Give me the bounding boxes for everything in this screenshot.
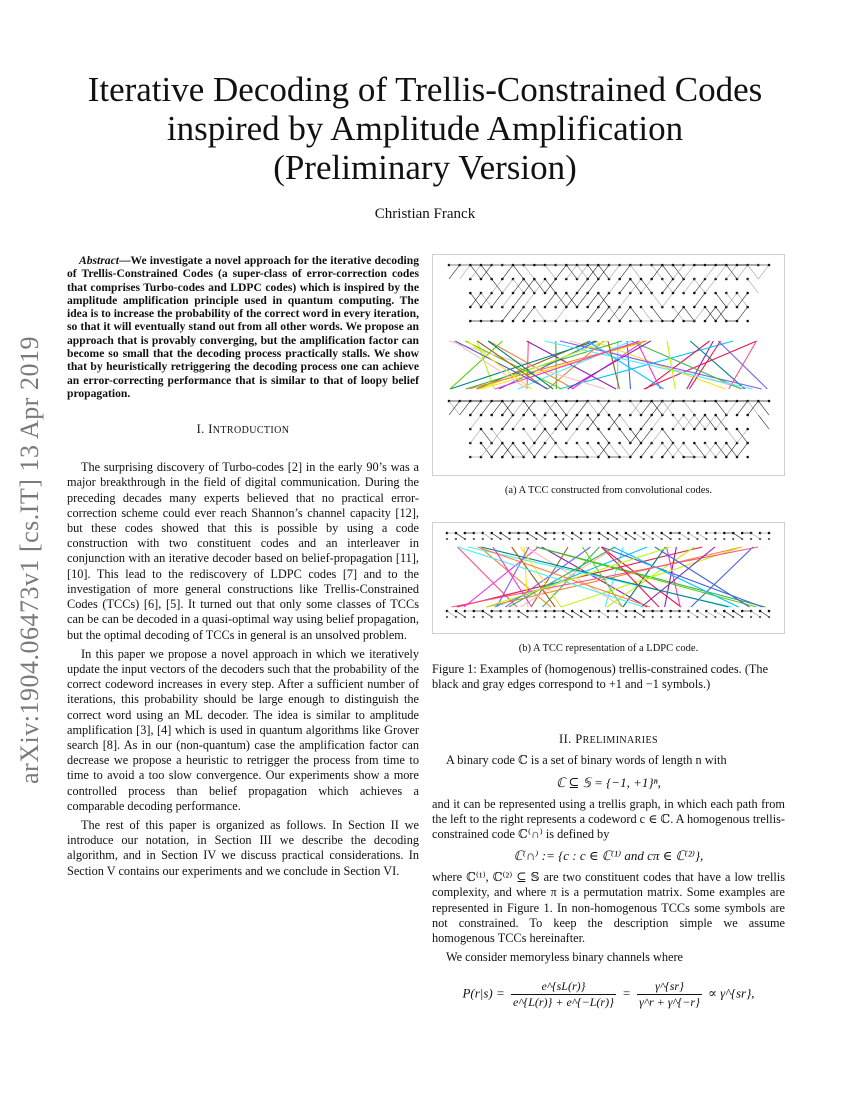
ldpc-bottom-node <box>553 616 555 618</box>
ldpc-top-node <box>741 538 743 540</box>
section-heading-preliminaries: II. PRELIMINARIES <box>559 732 658 747</box>
trellis-top-edge <box>502 279 513 293</box>
trellis-top-edge <box>748 279 759 293</box>
abstract: Abstract—We investigate a novel approach for the iterative decoding of Trellis-Constrained Codes (a super-class of error-correction codes that comprises Turbo-codes and LDPC codes) which is inspired by the amplitude amplification principle used in quantum computing. The idea is to increase the probability of the correct word in every iteration, so that it will eventually stand out from all other words. We propose an approach that is provably converging, but the amplification factor can become so small that the decoding process practically stalls. We show that by heuristically retriggering the decoding process one can achieve an error-correcting performance that is similar to that of loopy belief propagation. <box>67 254 419 400</box>
trellis-top-edge <box>524 307 535 321</box>
ldpc-bottom-node <box>750 616 752 618</box>
ldpc-top-edge <box>626 533 635 539</box>
prelim-paragraph-3: where ℂ⁽¹⁾, ℂ⁽²⁾ ⊆ 𝕊 are two constituent codes that have a low trellis complexity, and where π is a permutation matrix. Some examples are represented in Figure 1. In non-homogenous TCCs some symbols are not constrained. To keep the description simple we assume homogenous TCCs hereinafter. <box>432 870 785 946</box>
trellis-bottom-edge <box>470 415 481 429</box>
ldpc-top-node <box>473 538 475 540</box>
ldpc-top-edge <box>751 533 760 539</box>
trellis-bottom-node <box>768 400 771 403</box>
ldpc-top-node <box>607 538 609 540</box>
ldpc-bottom-node <box>464 616 466 618</box>
figure-1b-subcaption: (b) A TCC representation of a LDPC code. <box>518 643 699 654</box>
prelim-paragraph-4: We consider memoryless binary channels where <box>446 950 684 965</box>
ldpc-top-node <box>517 538 519 540</box>
abstract-label: Abstract <box>79 254 119 267</box>
ldpc-bottom-edge <box>733 611 742 617</box>
ldpc-bottom-node <box>768 610 771 613</box>
ldpc-top-edge <box>528 533 537 539</box>
ldpc-bottom-node <box>714 616 716 618</box>
trellis-bottom-edge <box>716 401 727 415</box>
ldpc-top-edge <box>536 533 545 539</box>
ldpc-bottom-node <box>580 616 582 618</box>
trellis-bottom-edge <box>492 443 503 457</box>
trellis-bottom-edge <box>566 401 577 415</box>
ldpc-top-node <box>670 538 672 540</box>
figure-1b-diagram <box>433 523 784 633</box>
trellis-bottom-edge <box>737 401 748 415</box>
ldpc-top-node <box>723 538 725 540</box>
ldpc-top-node <box>696 538 698 540</box>
ldpc-bottom-node <box>500 616 502 618</box>
ldpc-top-node <box>634 538 636 540</box>
ldpc-top-node <box>759 538 761 540</box>
ldpc-top-edge <box>563 533 572 539</box>
interleaver-a-edge <box>667 341 675 389</box>
ldpc-top-edge <box>572 533 581 539</box>
ldpc-bottom-node <box>571 616 573 618</box>
title-line-3: (Preliminary Version) <box>273 148 577 187</box>
trellis-bottom-edge <box>598 429 609 443</box>
trellis-top-node <box>746 320 749 323</box>
trellis-bottom-node <box>746 456 749 459</box>
prelim-paragraph-1: A binary code ℂ is a set of binary words of length n with <box>446 753 727 768</box>
trellis-bottom-edge <box>641 401 652 415</box>
ldpc-top-node <box>687 538 689 540</box>
trellis-top-edge <box>737 265 748 279</box>
ldpc-bottom-node <box>723 616 725 618</box>
trellis-top-node <box>746 306 749 309</box>
right-column <box>432 254 785 1010</box>
ldpc-top-edge <box>662 533 671 539</box>
ldpc-bottom-node <box>607 616 609 618</box>
trellis-bottom-edge <box>641 443 652 457</box>
trellis-bottom-edge <box>652 429 663 443</box>
trellis-top-edge <box>502 307 513 321</box>
ldpc-top-node <box>500 538 502 540</box>
trellis-bottom-edge <box>481 429 492 443</box>
author-name: Christian Franck <box>374 206 476 222</box>
ldpc-top-edge <box>653 533 662 539</box>
trellis-bottom-edge <box>641 415 652 429</box>
ldpc-top-node <box>571 538 573 540</box>
trellis-bottom-edge <box>630 443 641 457</box>
ldpc-bottom-edge <box>715 611 724 617</box>
trellis-bottom-edge <box>726 401 737 415</box>
trellis-bottom-edge <box>556 443 567 457</box>
trellis-top-edge <box>694 307 705 321</box>
trellis-top-edge <box>630 307 641 321</box>
trellis-top-edge <box>588 307 599 321</box>
trellis-top-edge <box>705 265 716 279</box>
trellis-bottom-edge <box>470 429 481 443</box>
interleaver-a-edge <box>587 341 663 389</box>
ldpc-top-node <box>580 538 582 540</box>
ldpc-top-edge <box>697 533 706 539</box>
ldpc-bottom-node <box>634 616 636 618</box>
trellis-bottom-edge <box>566 415 577 429</box>
trellis-top-edge <box>737 307 748 321</box>
trellis-top-edge <box>662 265 673 279</box>
ldpc-bottom-node <box>768 616 770 618</box>
ldpc-bottom-edge <box>751 611 760 617</box>
ldpc-top-edge <box>483 533 492 539</box>
ldpc-bottom-node <box>473 616 475 618</box>
trellis-top-edge <box>577 279 588 293</box>
trellis-bottom-node <box>746 442 749 445</box>
ldpc-bottom-node <box>741 616 743 618</box>
ldpc-top-node <box>714 538 716 540</box>
ldpc-bottom-node <box>687 616 689 618</box>
trellis-bottom-edge <box>652 443 663 457</box>
trellis-bottom-edge <box>566 429 577 443</box>
interleaver-a-edge <box>481 341 647 389</box>
trellis-bottom-edge <box>652 415 663 429</box>
trellis-top-node <box>768 264 771 267</box>
ldpc-bottom-edge <box>581 611 590 617</box>
ldpc-top-node <box>491 538 493 540</box>
trellis-top-edge <box>588 279 599 293</box>
ldpc-top-node <box>482 538 484 540</box>
ldpc-top-node <box>678 538 680 540</box>
trellis-top-node <box>746 292 749 295</box>
trellis-top-edge <box>620 307 631 321</box>
trellis-top-edge <box>684 265 695 279</box>
intro-paragraph-1: The surprising discovery of Turbo-codes [2] in the early 90’s was a major breakthrough in the field of digital communication. During the preceding decades many experts believed that no practical error-correction scheme could ever reach Shannon’s channel capacity [12], but these codes showed that this is possible by using a code construction with two constituent codes and an interleaver in conjunction with an iterative decoder based on belief-propagation [11], [10]. This lead to the rediscovery of LDPC codes [7] and to the investigation of more general constructions like Trellis-Constrained Codes (TCCs) [6], [5]. It turned out that only some classes of TCCs can be can be decoded in a quasi-optimal way using belief propagation, but the optimal decoding of TCCs in general is an unsolved problem. <box>67 460 419 642</box>
trellis-top-edge <box>598 307 609 321</box>
ldpc-bottom-node <box>482 616 484 618</box>
intro-paragraph-3: The rest of this paper is organized as follows. In Section II we introduce our notation, in Section III we describe the decoding algorithm, and in Section IV we discuss practical considerations. In Section V contains our experiments and we conclude in Section VI. <box>67 817 419 878</box>
trellis-bottom-edge <box>577 443 588 457</box>
trellis-top-edge <box>694 293 705 307</box>
ldpc-bottom-edge <box>635 611 644 617</box>
trellis-bottom-edge <box>641 429 652 443</box>
ldpc-top-node <box>768 532 771 535</box>
ldpc-bottom-edge <box>563 611 572 617</box>
trellis-top-edge <box>620 265 631 279</box>
ldpc-top-node <box>705 538 707 540</box>
trellis-top-edge <box>620 279 631 293</box>
trellis-top-edge <box>577 293 588 307</box>
figure-1a-tcc-convolutional <box>432 254 785 476</box>
trellis-bottom-edge <box>577 415 588 429</box>
ldpc-top-edge <box>599 533 608 539</box>
title-line-1: Iterative Decoding of Trellis-Constrained Codes <box>87 70 763 109</box>
trellis-bottom-edge <box>684 443 695 457</box>
trellis-bottom-edge <box>662 429 673 443</box>
trellis-top-edge <box>534 307 545 321</box>
trellis-top-edge <box>513 307 524 321</box>
ldpc-bottom-node <box>526 616 528 618</box>
ldpc-bottom-node <box>643 616 645 618</box>
ldpc-top-edge <box>733 533 742 539</box>
trellis-top-edge <box>641 307 652 321</box>
ldpc-top-node <box>562 538 564 540</box>
interleaver-a-edge <box>627 341 630 389</box>
ldpc-bottom-edge <box>760 611 769 617</box>
equation-code-space: ℂ ⊆ 𝕊 = {−1, +1}ⁿ, <box>556 774 661 790</box>
ldpc-top-node <box>661 538 663 540</box>
trellis-top-edge <box>684 279 695 293</box>
trellis-top-edge <box>492 293 503 307</box>
trellis-top-edge <box>556 307 567 321</box>
trellis-bottom-edge <box>513 401 524 415</box>
trellis-top-edge <box>716 293 727 307</box>
trellis-bottom-edge <box>556 401 567 415</box>
ldpc-bottom-node <box>455 616 457 618</box>
ldpc-top-node <box>652 538 654 540</box>
ldpc-bottom-node <box>598 616 600 618</box>
ldpc-bottom-node <box>696 616 698 618</box>
trellis-bottom-edge <box>758 401 769 415</box>
ldpc-top-node <box>589 538 591 540</box>
trellis-bottom-edge <box>609 443 620 457</box>
trellis-top-edge <box>630 265 641 279</box>
ldpc-bottom-node <box>589 616 591 618</box>
ldpc-bottom-node <box>535 616 537 618</box>
figure-1b-tcc-ldpc <box>432 522 785 634</box>
trellis-bottom-edge <box>726 429 737 443</box>
trellis-bottom-edge <box>534 429 545 443</box>
ldpc-top-node <box>598 538 600 540</box>
ldpc-bottom-node <box>625 616 627 618</box>
ldpc-top-node <box>616 538 618 540</box>
trellis-bottom-edge <box>524 429 535 443</box>
trellis-top-edge <box>513 293 524 307</box>
ldpc-top-edge <box>492 533 501 539</box>
ldpc-top-node <box>768 538 770 540</box>
trellis-top-edge <box>449 265 460 279</box>
arxiv-id-text: arXiv:1904.06473v1 [cs.IT] 13 Apr 2019 <box>15 336 44 784</box>
ldpc-top-node <box>446 538 448 540</box>
ldpc-bottom-edge <box>519 611 528 617</box>
ldpc-bottom-edge <box>706 611 715 617</box>
ldpc-bottom-node <box>732 616 734 618</box>
prelim-paragraph-2: and it can be represented using a trellis graph, in which each path from the left to the right represents a codeword c ∈ ℂ. A homogenous trellis-constrained code ℂ⁽∩⁾ is defined by <box>432 796 785 842</box>
ldpc-bottom-node <box>661 616 663 618</box>
trellis-bottom-node <box>746 428 749 431</box>
trellis-bottom-edge <box>620 443 631 457</box>
ldpc-top-edge <box>456 533 465 539</box>
ldpc-bottom-node <box>491 616 493 618</box>
trellis-top-edge <box>502 265 513 279</box>
paper-title <box>60 70 790 187</box>
ldpc-bottom-edge <box>697 611 706 617</box>
trellis-top-edge <box>545 265 556 279</box>
ldpc-top-edge <box>501 533 510 539</box>
trellis-top-edge <box>705 279 716 293</box>
equation-tcc-definition: ℂ⁽∩⁾ := {c : c ∈ ℂ⁽¹⁾ and cπ ∈ ℂ⁽²⁾}, <box>513 848 704 864</box>
trellis-bottom-edge <box>588 443 599 457</box>
figure-1a-diagram <box>433 255 784 475</box>
trellis-bottom-edge <box>684 401 695 415</box>
trellis-bottom-edge <box>737 443 748 457</box>
left-column <box>67 254 419 883</box>
ldpc-bottom-node <box>678 616 680 618</box>
ldpc-top-node <box>750 538 752 540</box>
interleaver-a-edge <box>527 341 616 389</box>
trellis-top-edge <box>652 307 663 321</box>
intro-paragraph-2: In this paper we propose a novel approach in which we iteratively update the input vectors of the decoders such that the probability of the correct codeword increases in every step. After a sufficient number of iterations, this probability should be large enough to distinguish the correct word using an ML decoder. The idea is similar to amplitude amplification [3], [4] which is used in quantum algorithms like Grover search [8]. As in our (non-quantum) case the amplification factor can decrease we propose a heuristic to retrigger the process from time to time to avoid a too slow convergence. Our experiments show a more controlled process than belief propagation which achieves a comparable decoding performance. <box>67 646 419 813</box>
ldpc-top-edge <box>608 533 617 539</box>
trellis-top-edge <box>502 293 513 307</box>
trellis-top-edge <box>652 293 663 307</box>
ldpc-bottom-node <box>562 616 564 618</box>
ldpc-top-node <box>544 538 546 540</box>
trellis-bottom-edge <box>620 429 631 443</box>
trellis-bottom-edge <box>577 401 588 415</box>
trellis-bottom-edge <box>481 401 492 415</box>
section-heading-introduction: I. INTRODUCTION <box>196 422 290 437</box>
trellis-bottom-edge <box>758 415 769 429</box>
trellis-top-edge <box>609 279 620 293</box>
trellis-top-edge <box>588 293 599 307</box>
ldpc-top-node <box>526 538 528 540</box>
trellis-top-edge <box>513 265 524 279</box>
figure-1a-subcaption: (a) A TCC constructed from convolutional codes. <box>504 485 713 496</box>
trellis-top-edge <box>556 265 567 279</box>
ldpc-top-edge <box>680 533 689 539</box>
abstract-text: We investigate a novel approach for the iterative decoding of Trellis-Constrained Codes (a super-class of error-correction codes that comprises Turbo-codes and LDPC codes) which is inspired by the amplitude amplification principle used in quantum computing. The idea is to increase the probability of the correct word in every iteration, so that it will eventually stand out from all other words. We propose an approach that is provably converging, but the amplification factor can become so small that the decoding process practically stalls. We show that by heuristically retriggering the decoding process one can achieve an error-correcting performance that is similar to that of loopy belief propagation. <box>67 254 419 400</box>
ldpc-bottom-node <box>670 616 672 618</box>
trellis-top-edge <box>460 265 471 279</box>
trellis-top-edge <box>758 265 769 279</box>
trellis-top-edge <box>609 265 620 279</box>
ldpc-bottom-edge <box>724 611 733 617</box>
title-line-2: inspired by Amplitude Amplification <box>166 109 684 148</box>
trellis-top-edge <box>524 265 535 279</box>
ldpc-bottom-node <box>652 616 654 618</box>
trellis-top-edge <box>748 265 759 279</box>
trellis-bottom-edge <box>513 443 524 457</box>
ldpc-bottom-edge <box>599 611 608 617</box>
interleaver-b-edge <box>451 547 758 607</box>
trellis-bottom-edge <box>545 443 556 457</box>
trellis-top-edge <box>524 293 535 307</box>
ldpc-top-node <box>455 538 457 540</box>
ldpc-bottom-edge <box>447 611 456 617</box>
ldpc-top-edge <box>689 533 698 539</box>
trellis-bottom-edge <box>470 401 481 415</box>
trellis-bottom-edge <box>588 401 599 415</box>
ldpc-bottom-edge <box>689 611 698 617</box>
trellis-bottom-edge <box>513 415 524 429</box>
ldpc-bottom-edge <box>456 611 465 617</box>
ldpc-top-node <box>553 538 555 540</box>
ldpc-top-edge <box>644 533 653 539</box>
ldpc-top-node <box>509 538 511 540</box>
equation-channel-probability: P(r|s) = $\frac{e\^{}\{sL(r)\}}{e\^{}\{L(r)\} + e\^{}\{-L(r)\}}$ = $\frac{\gamma\^{}\{sr\}}{\gamma\^{}r + \gamma\^{}\{-r\}}$ ∝ γ^{sr}, <box>462 979 755 1010</box>
ldpc-bottom-edge <box>483 611 492 617</box>
ldpc-bottom-node <box>759 616 761 618</box>
ldpc-bottom-node <box>616 616 618 618</box>
trellis-top-edge <box>716 265 727 279</box>
ldpc-top-node <box>464 538 466 540</box>
trellis-bottom-edge <box>492 401 503 415</box>
ldpc-bottom-edge <box>572 611 581 617</box>
ldpc-bottom-node <box>517 616 519 618</box>
ldpc-bottom-edge <box>617 611 626 617</box>
trellis-top-edge <box>684 307 695 321</box>
figure-1-caption: Figure 1: Examples of (homogenous) trellis-constrained codes. (The black and gray edges correspond to +1 and −1 symbols.) <box>432 662 769 692</box>
ldpc-top-node <box>732 538 734 540</box>
trellis-top-edge <box>545 293 556 307</box>
trellis-top-edge <box>673 279 684 293</box>
trellis-bottom-edge <box>694 443 705 457</box>
trellis-bottom-edge <box>460 401 471 415</box>
trellis-top-edge <box>620 293 631 307</box>
ldpc-top-node <box>535 538 537 540</box>
trellis-bottom-edge <box>534 443 545 457</box>
trellis-bottom-edge <box>620 415 631 429</box>
ldpc-top-node <box>643 538 645 540</box>
ldpc-top-edge <box>617 533 626 539</box>
ldpc-top-edge <box>635 533 644 539</box>
ldpc-top-node <box>625 538 627 540</box>
trellis-bottom-edge <box>502 415 513 429</box>
trellis-top-edge <box>662 293 673 307</box>
ldpc-bottom-node <box>509 616 511 618</box>
ldpc-bottom-node <box>446 616 448 618</box>
arxiv-identifier-stamp <box>10 300 50 820</box>
ldpc-bottom-node <box>544 616 546 618</box>
ldpc-bottom-node <box>705 616 707 618</box>
